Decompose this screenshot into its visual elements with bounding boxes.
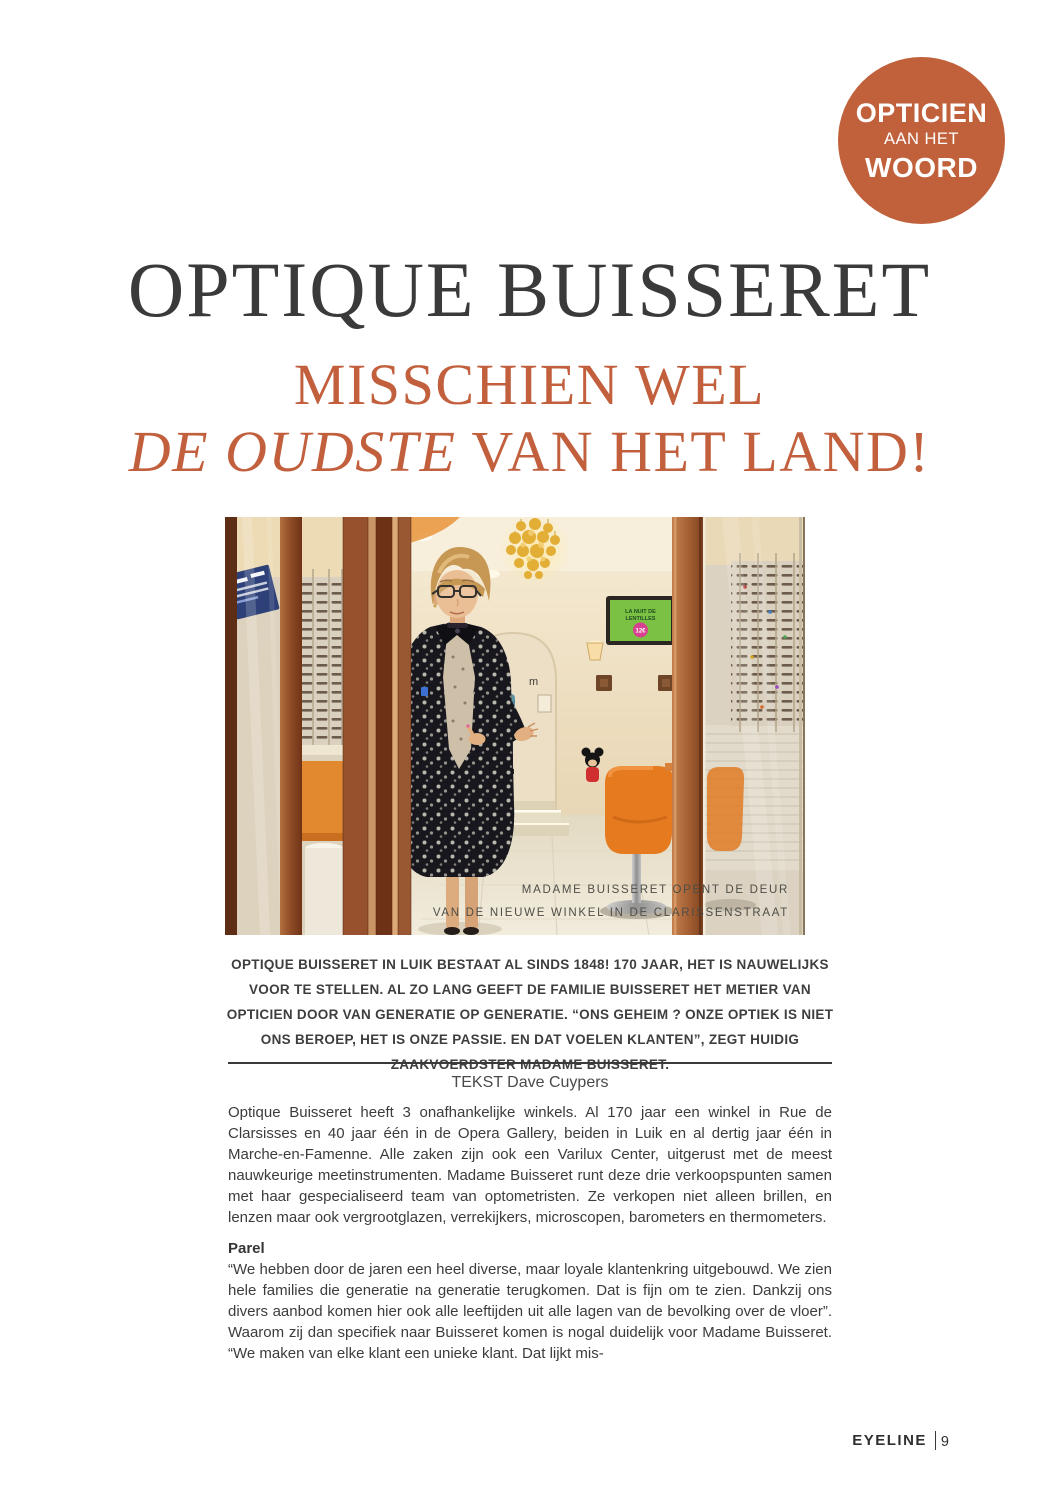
badge-line-2: AAN HET <box>883 130 959 149</box>
page-footer <box>852 1431 949 1450</box>
article-paragraph-2: “We hebben door de jaren een heel diverse, maar loyale klantenkring uitgebouwd. We zien hele families die generatie na generatie terugkomen. Dat is fijn om te zien. Dankzij ons divers aanbod komen hier ook alle leeftijden uit alle lagen van de bevolking over de vloer”. Waarom zij dan specifiek naar Buisseret komen is nogal duidelijk voor Madame Buisseret. “We maken van elke klant een unieke klant. Dat lijkt mis- <box>228 1261 832 1362</box>
right-display-window <box>703 517 805 935</box>
orange-chair-behind-glass <box>707 767 744 851</box>
tv-text-line2: LENTILLES <box>625 616 656 622</box>
magazine-name: EYELINE <box>852 1432 927 1449</box>
wall-sconce <box>587 641 603 661</box>
shop-photo <box>225 517 805 935</box>
page-number: 9 <box>940 1434 949 1450</box>
blue-brooch <box>421 687 428 696</box>
article-title: OPTIQUE BUISSERET <box>127 246 932 333</box>
shop-photo-illustration <box>225 517 805 935</box>
photo-caption-line1: MADAME BUISSERET OPENT DE DEUR <box>521 884 789 896</box>
eye-chart-letter: m <box>529 676 539 688</box>
lead-paragraph: OPTIQUE BUISSERET IN LUIK BESTAAT AL SINDS 1848! 170 JAAR, HET IS NAUWELIJKS VOOR TE STELLEN. AL ZO LANG GEEFT DE FAMILIE BUISSERET HET METIER VAN OPTICIEN DOOR VAN GENERATIE OP GENERATIE. “ONS GEHEIM ? ONZE OPTIEK IS NIET ONS BEROEP, HET IS ONZE PASSIE. EN DAT VOELEN KLANTEN”, ZEGT HUIDIG ZAAKVOERDSTER MADAME BUISSERET. <box>226 957 834 1072</box>
tv-price-label: 12€ <box>635 628 646 635</box>
right-wood-pillar <box>672 517 703 935</box>
divider-rule <box>228 1062 832 1064</box>
article-body <box>228 1102 832 1364</box>
tv-text-line1: LA NUIT DE <box>625 609 656 615</box>
choker <box>447 623 468 628</box>
byline: TEKST Dave Cuypers <box>451 1074 609 1091</box>
article-subtitle-line2 <box>0 420 1059 484</box>
opticien-aan-het-woord-badge <box>838 57 1005 224</box>
photo-caption <box>433 879 789 925</box>
subtitle-regular-part: VAN HET LAND! <box>456 419 931 484</box>
article-subhead: Parel <box>228 1240 265 1257</box>
badge-line-1: OPTICIEN <box>855 97 988 128</box>
article-subtitle-line1: MISSCHIEN WEL <box>293 352 766 417</box>
tv-screen <box>606 596 675 645</box>
photo-caption-line2: VAN DE NIEUWE WINKEL IN DE CLARISSENSTRAAT <box>432 907 789 919</box>
wall-frame <box>538 695 551 712</box>
subtitle-italic-part: DE OUDSTE <box>128 419 457 484</box>
left-hand <box>469 733 486 745</box>
article-paragraph-1: Optique Buisseret heeft 3 onafhankelijke winkels. Al 170 jaar een winkel in Rue de Clarsisses en 40 jaar één in de Opera Gallery, beiden in Luik en al dertig jaar één in Marche-en-Famenne. Alle zaken zijn ook een Varilux Center, uitgerust met de meest nauwkeurige meetinstrumenten. Madame Buisseret runt deze drie verkoopspunten samen met haar gespecialiseerd team van optometristen. Ze verkopen niet alleen brillen, en lenzen maar ook vergrootglazen, verrekijkers, microscopen, barometers en thermometers. <box>228 1104 832 1226</box>
footer-divider <box>935 1431 936 1450</box>
badge-line-3: WOORD <box>865 151 978 183</box>
